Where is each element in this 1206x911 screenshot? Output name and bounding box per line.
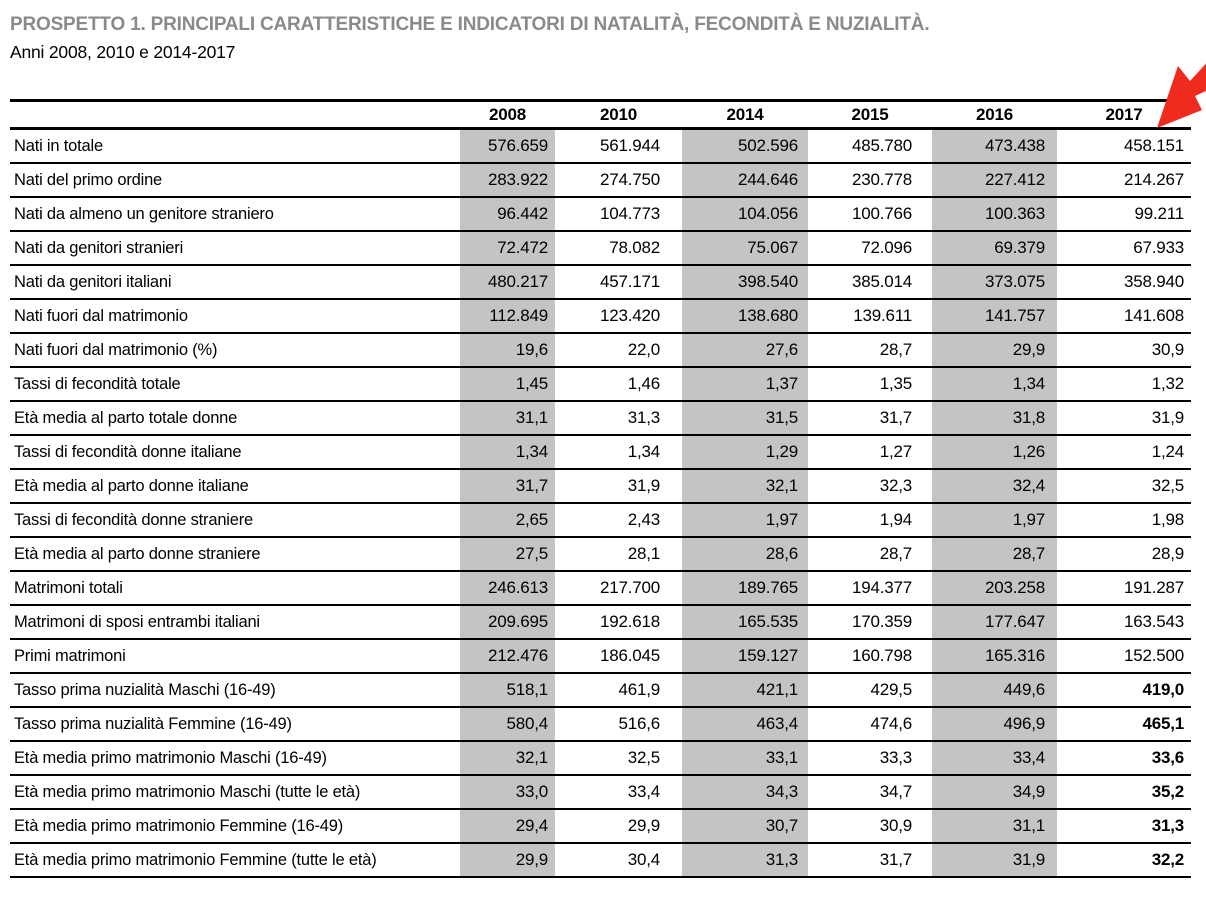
cell-2014: 165.535 (682, 605, 808, 639)
cell-2016: 29,9 (932, 333, 1057, 367)
cell-2010: 32,5 (555, 741, 682, 775)
cell-2015: 385.014 (808, 265, 932, 299)
cell-2015: 1,35 (808, 367, 932, 401)
cell-2010: 461,9 (555, 673, 682, 707)
cell-2015: 34,7 (808, 775, 932, 809)
cell-2016: 69.379 (932, 231, 1057, 265)
cell-2008: 33,0 (460, 775, 555, 809)
cell-2015: 28,7 (808, 537, 932, 571)
row-label: Tassi di fecondità totale (10, 367, 460, 401)
cell-2008: 29,4 (460, 809, 555, 843)
cell-2015: 1,94 (808, 503, 932, 537)
cell-2010: 192.618 (555, 605, 682, 639)
cell-2016: 31,1 (932, 809, 1057, 843)
cell-2008: 580,4 (460, 707, 555, 741)
row-label: Nati in totale (10, 129, 460, 164)
page-subtitle: Anni 2008, 2010 e 2014-2017 (10, 42, 236, 62)
table-row (10, 231, 1191, 265)
cell-2017: 214.267 (1057, 163, 1191, 197)
cell-2014: 138.680 (682, 299, 808, 333)
cell-2010: 33,4 (555, 775, 682, 809)
page-title: PROSPETTO 1. PRINCIPALI CARATTERISTICHE E INDICATORI DI NATALITÀ, FECONDITÀ E NUZIALITÀ. (10, 14, 930, 35)
cell-2016: 1,97 (932, 503, 1057, 537)
row-label: Nati da genitori italiani (10, 265, 460, 299)
row-label: Nati fuori dal matrimonio (%) (10, 333, 460, 367)
cell-2017: 1,24 (1057, 435, 1191, 469)
cell-2016: 141.757 (932, 299, 1057, 333)
table-row (10, 367, 1191, 401)
cell-2014: 31,3 (682, 843, 808, 877)
row-label: Nati del primo ordine (10, 163, 460, 197)
cell-2010: 516,6 (555, 707, 682, 741)
table-row (10, 503, 1191, 537)
cell-2017: 31,3 (1057, 809, 1191, 843)
row-label: Età media primo matrimonio Maschi (16-49) (10, 741, 460, 775)
cell-2008: 31,1 (460, 401, 555, 435)
cell-2008: 576.659 (460, 129, 555, 164)
cell-2008: 283.922 (460, 163, 555, 197)
row-label: Tasso prima nuzialità Femmine (16-49) (10, 707, 460, 741)
cell-2017: 152.500 (1057, 639, 1191, 673)
row-label: Età media primo matrimonio Maschi (tutte le età) (10, 775, 460, 809)
cell-2014: 189.765 (682, 571, 808, 605)
table-row (10, 639, 1191, 673)
cell-2016: 100.363 (932, 197, 1057, 231)
cell-2008: 1,45 (460, 367, 555, 401)
cell-2016: 473.438 (932, 129, 1057, 164)
row-label: Nati da almeno un genitore straniero (10, 197, 460, 231)
cell-2017: 191.287 (1057, 571, 1191, 605)
table-row (10, 775, 1191, 809)
cell-2008: 72.472 (460, 231, 555, 265)
row-label: Primi matrimoni (10, 639, 460, 673)
cell-2016: 177.647 (932, 605, 1057, 639)
cell-2016: 31,8 (932, 401, 1057, 435)
cell-2016: 31,9 (932, 843, 1057, 877)
row-label: Nati da genitori stranieri (10, 231, 460, 265)
cell-2016: 1,26 (932, 435, 1057, 469)
cell-2008: 209.695 (460, 605, 555, 639)
cell-2010: 2,43 (555, 503, 682, 537)
cell-2016: 165.316 (932, 639, 1057, 673)
cell-2014: 75.067 (682, 231, 808, 265)
row-label: Tassi di fecondità donne italiane (10, 435, 460, 469)
cell-2015: 230.778 (808, 163, 932, 197)
year-header-2010: 2010 (555, 101, 682, 129)
year-header-2015: 2015 (808, 101, 932, 129)
table-row (10, 129, 1191, 164)
cell-2008: 1,34 (460, 435, 555, 469)
cell-2010: 217.700 (555, 571, 682, 605)
cell-2014: 1,37 (682, 367, 808, 401)
cell-2017: 67.933 (1057, 231, 1191, 265)
cell-2015: 485.780 (808, 129, 932, 164)
table-row (10, 435, 1191, 469)
cell-2015: 72.096 (808, 231, 932, 265)
year-header-row (10, 101, 1191, 129)
table-row (10, 163, 1191, 197)
year-header-2017: 2017 (1057, 101, 1191, 129)
cell-2015: 31,7 (808, 843, 932, 877)
cell-2017: 30,9 (1057, 333, 1191, 367)
cell-2016: 227.412 (932, 163, 1057, 197)
cell-2014: 33,1 (682, 741, 808, 775)
cell-2008: 112.849 (460, 299, 555, 333)
cell-2015: 429,5 (808, 673, 932, 707)
table-row (10, 197, 1191, 231)
cell-2016: 203.258 (932, 571, 1057, 605)
cell-2014: 502.596 (682, 129, 808, 164)
cell-2016: 28,7 (932, 537, 1057, 571)
year-header-2014: 2014 (682, 101, 808, 129)
cell-2015: 33,3 (808, 741, 932, 775)
cell-2008: 480.217 (460, 265, 555, 299)
cell-2010: 78.082 (555, 231, 682, 265)
statistics-table (10, 99, 1191, 878)
cell-2010: 1,46 (555, 367, 682, 401)
table-row (10, 673, 1191, 707)
cell-2017: 28,9 (1057, 537, 1191, 571)
cell-2010: 104.773 (555, 197, 682, 231)
cell-2017: 32,2 (1057, 843, 1191, 877)
cell-2008: 29,9 (460, 843, 555, 877)
row-label: Matrimoni di sposi entrambi italiani (10, 605, 460, 639)
cell-2014: 1,97 (682, 503, 808, 537)
cell-2017: 465,1 (1057, 707, 1191, 741)
table-row (10, 605, 1191, 639)
row-label: Tassi di fecondità donne straniere (10, 503, 460, 537)
table-row (10, 809, 1191, 843)
cell-2017: 419,0 (1057, 673, 1191, 707)
cell-2017: 99.211 (1057, 197, 1191, 231)
table-row (10, 571, 1191, 605)
cell-2010: 123.420 (555, 299, 682, 333)
cell-2010: 31,9 (555, 469, 682, 503)
table-row (10, 469, 1191, 503)
cell-2014: 28,6 (682, 537, 808, 571)
cell-2010: 28,1 (555, 537, 682, 571)
cell-2015: 100.766 (808, 197, 932, 231)
cell-2014: 27,6 (682, 333, 808, 367)
row-label: Matrimoni totali (10, 571, 460, 605)
cell-2008: 2,65 (460, 503, 555, 537)
cell-2008: 518,1 (460, 673, 555, 707)
cell-2015: 139.611 (808, 299, 932, 333)
cell-2014: 398.540 (682, 265, 808, 299)
cell-2015: 474,6 (808, 707, 932, 741)
red-arrow-icon (1145, 45, 1206, 145)
cell-2014: 34,3 (682, 775, 808, 809)
cell-2015: 194.377 (808, 571, 932, 605)
cell-2015: 31,7 (808, 401, 932, 435)
row-label: Nati fuori dal matrimonio (10, 299, 460, 333)
cell-2017: 141.608 (1057, 299, 1191, 333)
cell-2010: 274.750 (555, 163, 682, 197)
cell-2016: 34,9 (932, 775, 1057, 809)
cell-2015: 170.359 (808, 605, 932, 639)
table-row (10, 741, 1191, 775)
cell-2014: 32,1 (682, 469, 808, 503)
cell-2014: 421,1 (682, 673, 808, 707)
cell-2017: 358.940 (1057, 265, 1191, 299)
cell-2015: 30,9 (808, 809, 932, 843)
cell-2014: 104.056 (682, 197, 808, 231)
table-row (10, 537, 1191, 571)
cell-2017: 1,32 (1057, 367, 1191, 401)
cell-2016: 449,6 (932, 673, 1057, 707)
cell-2016: 373.075 (932, 265, 1057, 299)
cell-2014: 1,29 (682, 435, 808, 469)
row-label: Età media primo matrimonio Femmine (tutte le età) (10, 843, 460, 877)
cell-2008: 32,1 (460, 741, 555, 775)
cell-2015: 1,27 (808, 435, 932, 469)
cell-2016: 32,4 (932, 469, 1057, 503)
cell-2010: 22,0 (555, 333, 682, 367)
cell-2010: 457.171 (555, 265, 682, 299)
cell-2014: 31,5 (682, 401, 808, 435)
cell-2008: 31,7 (460, 469, 555, 503)
row-label: Età media al parto donne italiane (10, 469, 460, 503)
cell-2010: 31,3 (555, 401, 682, 435)
table-row (10, 707, 1191, 741)
cell-2017: 35,2 (1057, 775, 1191, 809)
table-row (10, 401, 1191, 435)
cell-2008: 19,6 (460, 333, 555, 367)
cell-2014: 463,4 (682, 707, 808, 741)
table-row (10, 299, 1191, 333)
row-label: Tasso prima nuzialità Maschi (16-49) (10, 673, 460, 707)
cell-2008: 96.442 (460, 197, 555, 231)
corner-cell (10, 101, 460, 129)
year-header-2016: 2016 (932, 101, 1057, 129)
cell-2010: 561.944 (555, 129, 682, 164)
cell-2010: 29,9 (555, 809, 682, 843)
cell-2017: 33,6 (1057, 741, 1191, 775)
cell-2008: 246.613 (460, 571, 555, 605)
cell-2015: 32,3 (808, 469, 932, 503)
row-label: Età media al parto donne straniere (10, 537, 460, 571)
cell-2014: 30,7 (682, 809, 808, 843)
cell-2015: 160.798 (808, 639, 932, 673)
year-header-2008: 2008 (460, 101, 555, 129)
cell-2017: 1,98 (1057, 503, 1191, 537)
cell-2016: 33,4 (932, 741, 1057, 775)
cell-2015: 28,7 (808, 333, 932, 367)
cell-2010: 1,34 (555, 435, 682, 469)
table-row (10, 843, 1191, 877)
cell-2014: 244.646 (682, 163, 808, 197)
cell-2014: 159.127 (682, 639, 808, 673)
table-row (10, 333, 1191, 367)
cell-2016: 496,9 (932, 707, 1057, 741)
cell-2008: 27,5 (460, 537, 555, 571)
cell-2017: 163.543 (1057, 605, 1191, 639)
table-row (10, 265, 1191, 299)
cell-2016: 1,34 (932, 367, 1057, 401)
cell-2010: 186.045 (555, 639, 682, 673)
row-label: Età media primo matrimonio Femmine (16-49) (10, 809, 460, 843)
cell-2017: 458.151 (1057, 129, 1191, 164)
cell-2017: 31,9 (1057, 401, 1191, 435)
cell-2008: 212.476 (460, 639, 555, 673)
cell-2017: 32,5 (1057, 469, 1191, 503)
row-label: Età media al parto totale donne (10, 401, 460, 435)
cell-2010: 30,4 (555, 843, 682, 877)
